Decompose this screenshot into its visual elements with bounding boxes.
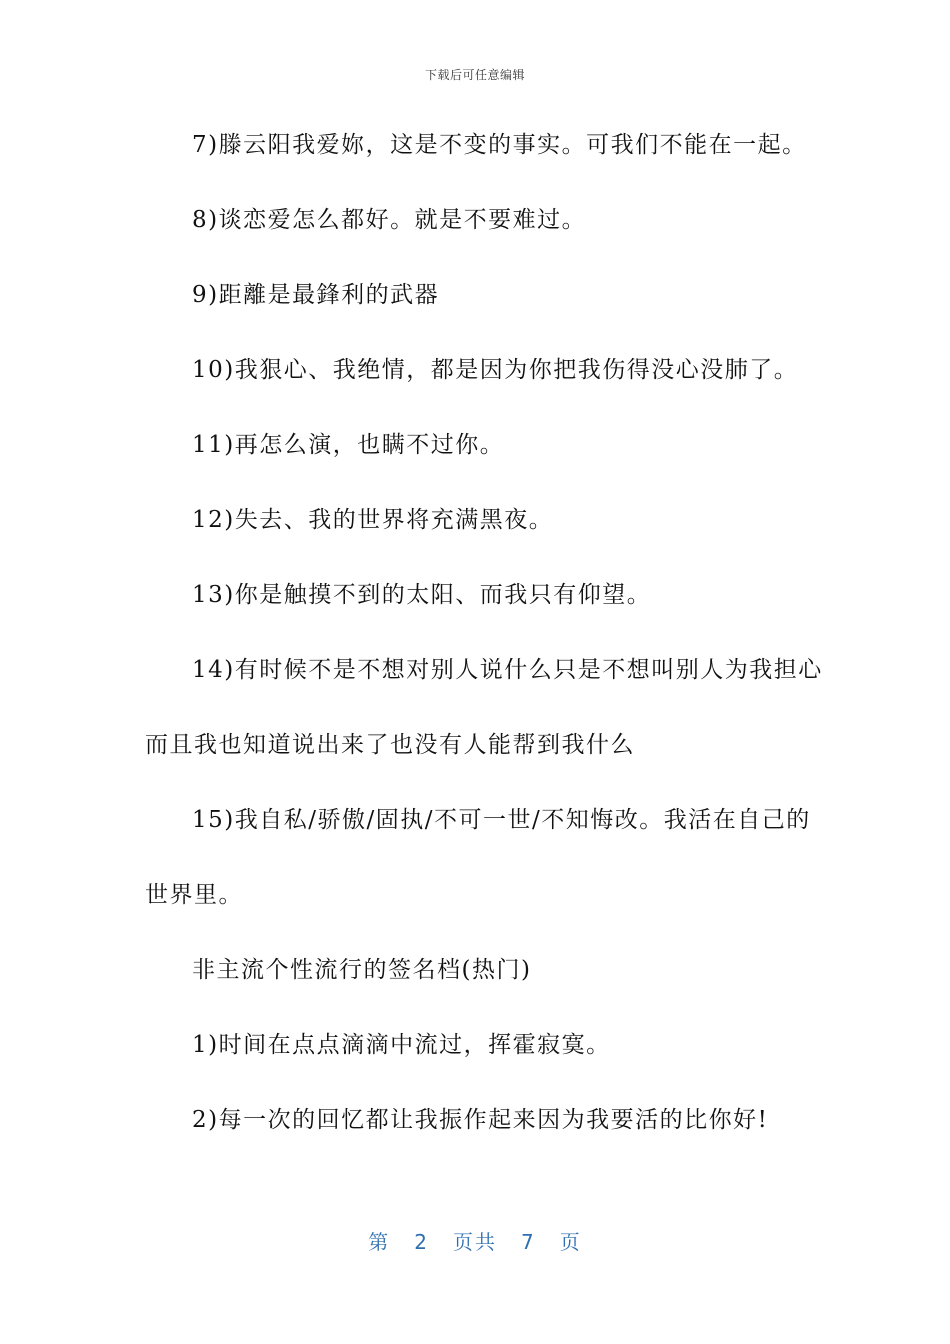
- text-line-7: 7)滕云阳我爱妳，这是不变的事实。可我们不能在一起。: [192, 132, 807, 158]
- page-label-suffix: 页: [559, 1230, 582, 1254]
- text-line-9: 9)距離是最鋒利的武器: [192, 282, 440, 308]
- text-line-14-continued: 而且我也知道说出来了也没有人能帮到我什么: [145, 732, 635, 758]
- text-line-2: 2)每一次的回忆都让我振作起来因为我要活的比你好!: [192, 1107, 769, 1133]
- text-line-12: 12)失去、我的世界将充满黑夜。: [192, 507, 554, 533]
- text-line-15: 15)我自私/骄傲/固执/不可一世/不知悔改。我活在自己的: [192, 807, 811, 833]
- text-line-13: 13)你是触摸不到的太阳、而我只有仰望。: [192, 582, 652, 608]
- text-line-1: 1)时间在点点滴滴中流过，挥霍寂寞。: [192, 1032, 611, 1058]
- page-footer: [0, 1226, 950, 1255]
- text-line-15-continued: 世界里。: [145, 882, 243, 908]
- current-page-number: 2: [414, 1230, 429, 1254]
- page-label-middle: 页共: [453, 1230, 497, 1254]
- text-line-11: 11)再怎么演，也瞒不过你。: [192, 432, 505, 458]
- header-note: 下载后可任意编辑: [424, 68, 525, 82]
- total-pages-number: 7: [521, 1230, 536, 1254]
- section-heading: 非主流个性流行的签名档(热门): [192, 957, 532, 983]
- text-line-8: 8)谈恋爱怎么都好。就是不要难过。: [192, 207, 587, 233]
- text-line-14: 14)有时候不是不想对别人说什么只是不想叫别人为我担心: [192, 657, 823, 683]
- text-line-10: 10)我狠心、我绝情，都是因为你把我伤得没心没肺了。: [192, 357, 799, 383]
- page-label-prefix: 第: [368, 1230, 391, 1254]
